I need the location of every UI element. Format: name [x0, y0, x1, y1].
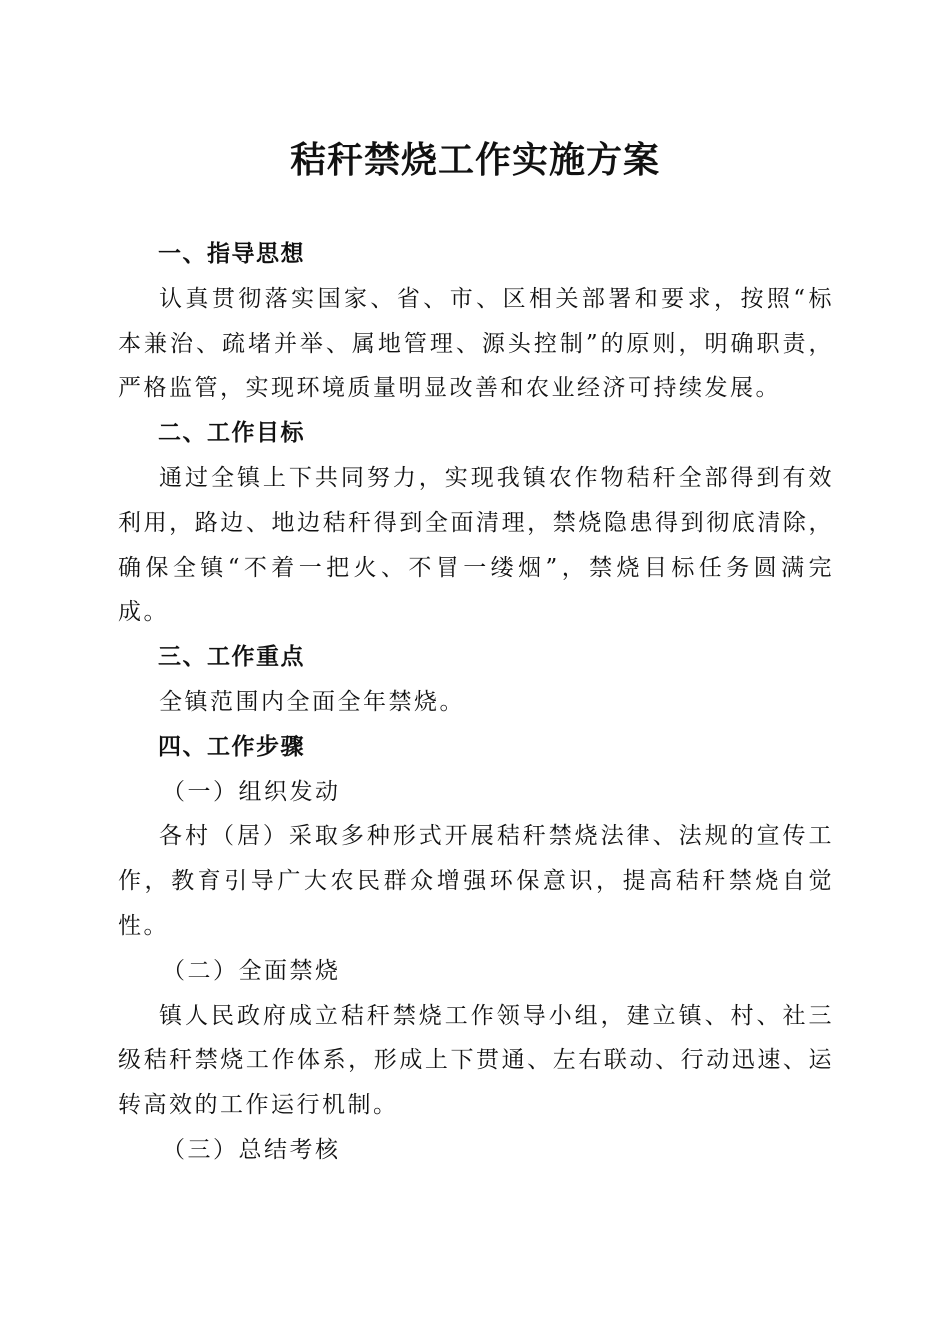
- section-paragraph-work-focus: 全镇范围内全面全年禁烧。: [159, 688, 465, 715]
- section-heading-work-goals: 二、工作目标: [158, 420, 305, 447]
- subsection-heading-summary-assessment: （三）总结考核: [162, 1136, 341, 1163]
- subsection-paragraph-organize: 各村（居）采取多种形式开展秸秆禁烧法律、法规的宣传工作，教育引导广大农民群众增强环保意识，提高秸秆禁烧自觉性。: [118, 823, 834, 939]
- document-body: [118, 232, 834, 1173]
- subsection-paragraph-full-ban: 镇人民政府成立秸秆禁烧工作领导小组，建立镇、村、社三级秸秆禁烧工作体系，形成上下贯通、左右联动、行动迅速、运转高效的工作运行机制。: [118, 1002, 834, 1119]
- section-heading-guiding-ideology: 一、指导思想: [158, 241, 305, 267]
- section-paragraph-guiding-ideology: 认真贯彻落实国家、省、市、区相关部署和要求，按照“标本兼治、疏堵并举、属地管理、源头控制”的原则，明确职责，严格监管，实现环境质量明显改善和农业经济可持续发展。: [118, 285, 834, 402]
- section-heading-work-steps: 四、工作步骤: [158, 733, 305, 760]
- subsection-heading-organize: （一）组织发动: [162, 778, 341, 805]
- document-title: 秸秆禁烧工作实施方案: [289, 139, 660, 181]
- subsection-heading-full-ban: （二）全面禁烧: [162, 957, 341, 984]
- section-heading-work-focus: 三、工作重点: [158, 644, 305, 671]
- section-paragraph-work-goals: 通过全镇上下共同努力，实现我镇农作物秸秆全部得到有效利用，路边、地边秸秆得到全面清理，禁烧隐患得到彻底清除，确保全镇“不着一把火、不冒一缕烟”，禁烧目标任务圆满完成。: [118, 464, 834, 626]
